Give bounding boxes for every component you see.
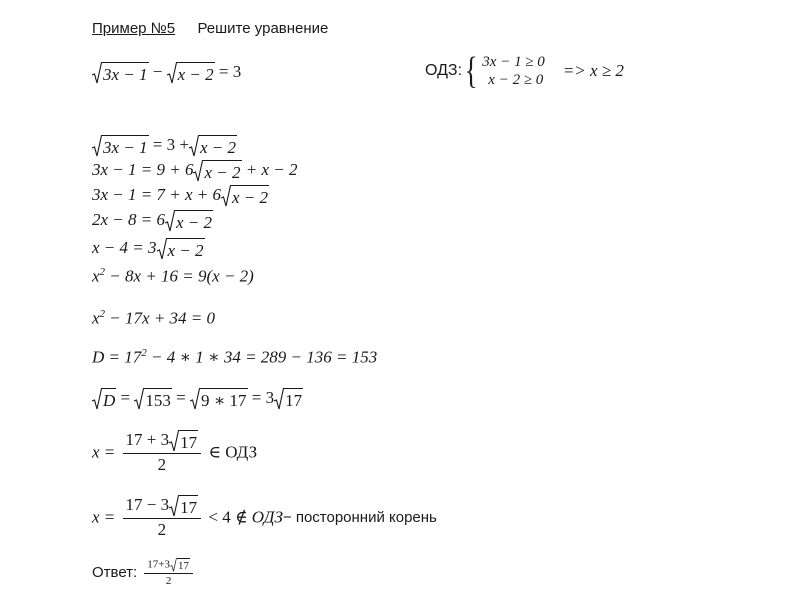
domain-row-2: x − 2 ≥ 0 <box>488 72 544 88</box>
domain-row-1: 3x − 1 ≥ 0 <box>482 54 545 70</box>
step-9-sqrt-d: D = 153 = 9 ∗ 17 = 3 17 <box>92 388 303 410</box>
answer-fraction: 17+3 17 2 <box>144 558 193 587</box>
step-4: 2x − 8 = 6 x − 2 <box>92 210 213 233</box>
step-1: 3x − 1 = 3 + x − 2 <box>92 135 237 157</box>
radical: 3x − 1 <box>92 62 149 84</box>
step-7: $x^2 - 17x + 34 = 0$ <box>92 308 216 328</box>
main-equation: 3x − 1 − x − 2 = 3 <box>92 62 241 84</box>
step-5: x − 4 = 3 x − 2 <box>92 238 204 261</box>
step-2: 3x − 1 = 9 + 6 x − 2 + x − 2 <box>92 160 298 183</box>
example-header <box>92 20 328 37</box>
step-6: $x^2 - 8x + 16 = 9(x - 2)$ <box>92 266 254 286</box>
task-label: Решите уравнение <box>197 20 329 37</box>
answer-label: Ответ: <box>92 564 138 581</box>
domain-label: ОДЗ: <box>425 62 463 79</box>
answer <box>92 558 196 587</box>
domain-system: { 3x − 1 ≥ 0 x − 2 ≥ 0 <box>464 50 545 92</box>
domain-result: => x ≥ 2 <box>562 61 624 80</box>
example-label: Пример №5 <box>92 20 176 37</box>
fraction: 17 − 3 17 2 <box>123 495 202 540</box>
root-2: x = 17 − 3 17 2 < 4 ∉ ОДЗ− посторонний корень <box>92 495 437 540</box>
step-8-discriminant: $D = 17^2 - 4$ ∗ 1 ∗ 34 = 289 − 136 = 153 <box>92 347 378 367</box>
step-3: 3x − 1 = 7 + x + 6 x − 2 <box>92 185 269 208</box>
fraction: 17 + 3 17 2 <box>123 430 202 475</box>
domain-block <box>425 52 624 90</box>
root-1: x = 17 + 3 17 2 ∈ ОДЗ <box>92 430 258 475</box>
radical: x − 2 <box>167 62 215 84</box>
